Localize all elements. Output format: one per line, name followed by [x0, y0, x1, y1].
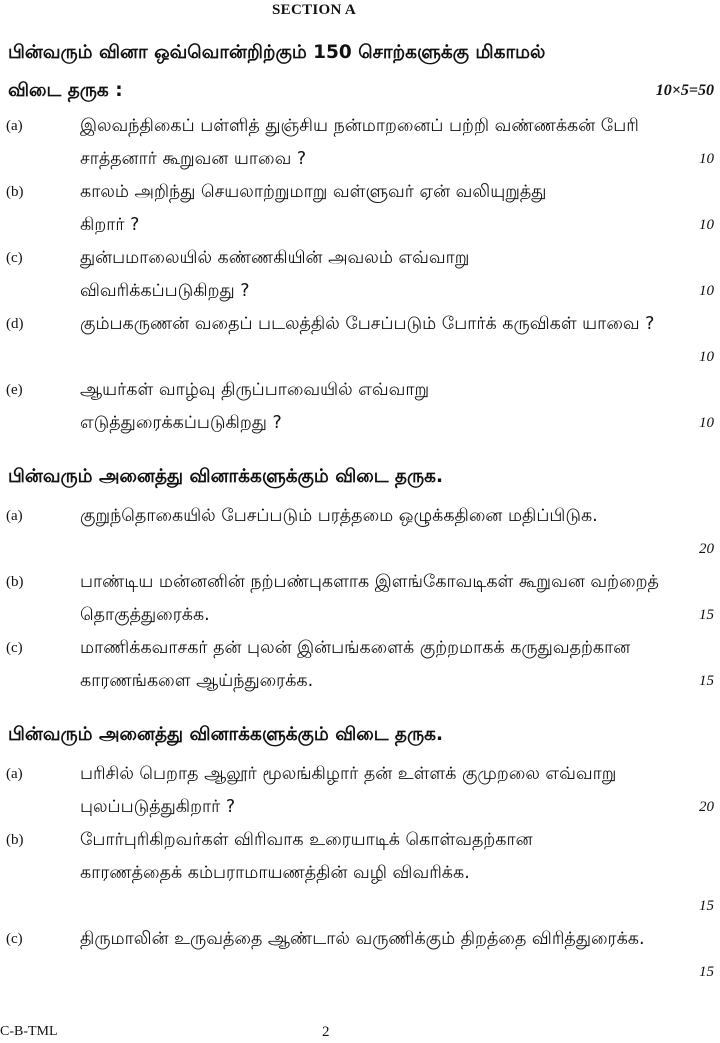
question-label: (b): [6, 574, 24, 590]
question-marks: 10: [699, 217, 714, 233]
question-label: (b): [6, 184, 24, 200]
instruction-group-2: [8, 458, 714, 496]
question-marks: 10: [699, 151, 714, 167]
question-label: (a): [6, 508, 23, 524]
question-text: திருமாலின் உருவத்தை ஆண்டால் வருணிக்கும் திறத்தை விரித்துரைக்க.: [80, 929, 645, 949]
question-text: மாணிக்கவாசகர் தன் புலன் இன்பங்களைக் குற்றமாகக் கருதுவதற்கான காரணங்களை ஆய்ந்துரைக்க.: [80, 638, 631, 691]
question-label: (a): [6, 766, 23, 782]
question-marks: 20: [699, 799, 714, 815]
instruction-group-3: [8, 716, 714, 754]
question-marks: 15: [699, 607, 714, 623]
question-label: (d): [6, 316, 24, 332]
question-text: காலம் அறிந்து செயலாற்றுமாறு வள்ளுவர் ஏன் வலியுறுத்து கிறார் ?: [80, 182, 547, 235]
instruction-line-1: பின்வரும் அனைத்து வினாக்களுக்கும் விடை தருக.: [8, 466, 443, 487]
instruction-group-1: [8, 34, 714, 110]
question-marks: 15: [699, 898, 714, 914]
question-marks: 10: [699, 415, 714, 431]
section-title: SECTION A: [272, 2, 356, 18]
question-marks: 10: [699, 283, 714, 299]
question-text: கும்பகருணன் வதைப் படலத்தில் பேசப்படும் போர்க் கருவிகள் யாவை ?: [80, 314, 655, 334]
question-label: (b): [6, 832, 24, 848]
question-text: குறுந்தொகையில் பேசப்படும் பரத்தமை ஒழுக்கதினை மதிப்பிடுக.: [80, 506, 598, 526]
question-label: (c): [6, 640, 23, 656]
question-text: பாண்டிய மன்னனின் நற்பண்புகளாக இளங்கோவடிகள் கூறுவன வற்றைத் தொகுத்துரைக்க.: [80, 572, 659, 625]
question-text: பரிசில் பெறாத ஆலூர் மூலங்கிழார் தன் உள்ளக் குமுறலை எவ்வாறு புலப்படுத்துகிறார் ?: [80, 764, 617, 817]
paper-code: C-B-TML: [0, 1024, 58, 1039]
question-text: துன்பமாலையில் கண்ணகியின் அவலம் எவ்வாறு விவரிக்கப்படுகிறது ?: [80, 248, 470, 301]
total-marks: 10×5=50: [655, 82, 714, 99]
question-text: ஆயர்கள் வாழ்வு திருப்பாவையில் எவ்வாறு எடுத்துரைக்கப்படுகிறது ?: [80, 380, 430, 433]
instruction-line-1: பின்வரும் வினா ஒவ்வொன்றிற்கும் 150 சொற்களுக்கு மிகாமல்: [8, 42, 546, 63]
instruction-line-1: பின்வரும் அனைத்து வினாக்களுக்கும் விடை தருக.: [8, 724, 443, 745]
question-marks: 10: [699, 349, 714, 365]
page-number: 2: [322, 1024, 330, 1040]
question-text: இலவந்திகைப் பள்ளித் துஞ்சிய நன்மாறனைப் பற்றி வண்ணக்கன் பேரி சாத்தனார் கூறுவன யாவை ?: [80, 116, 639, 169]
question-marks: 15: [699, 673, 714, 689]
question-label: (e): [6, 382, 23, 398]
question-label: (a): [6, 118, 23, 134]
question-text: போர்புரிகிறவர்கள் விரிவாக உரையாடிக் கொள்வதற்கான காரணத்தைக் கம்பராமாயணத்தின் வழி விவரிக்க.: [80, 830, 533, 883]
question-marks: 20: [699, 541, 714, 557]
instruction-line-2: விடை தருக :: [8, 80, 123, 101]
question-label: (c): [6, 250, 23, 266]
question-marks: 15: [699, 964, 714, 980]
question-label: (c): [6, 931, 23, 947]
